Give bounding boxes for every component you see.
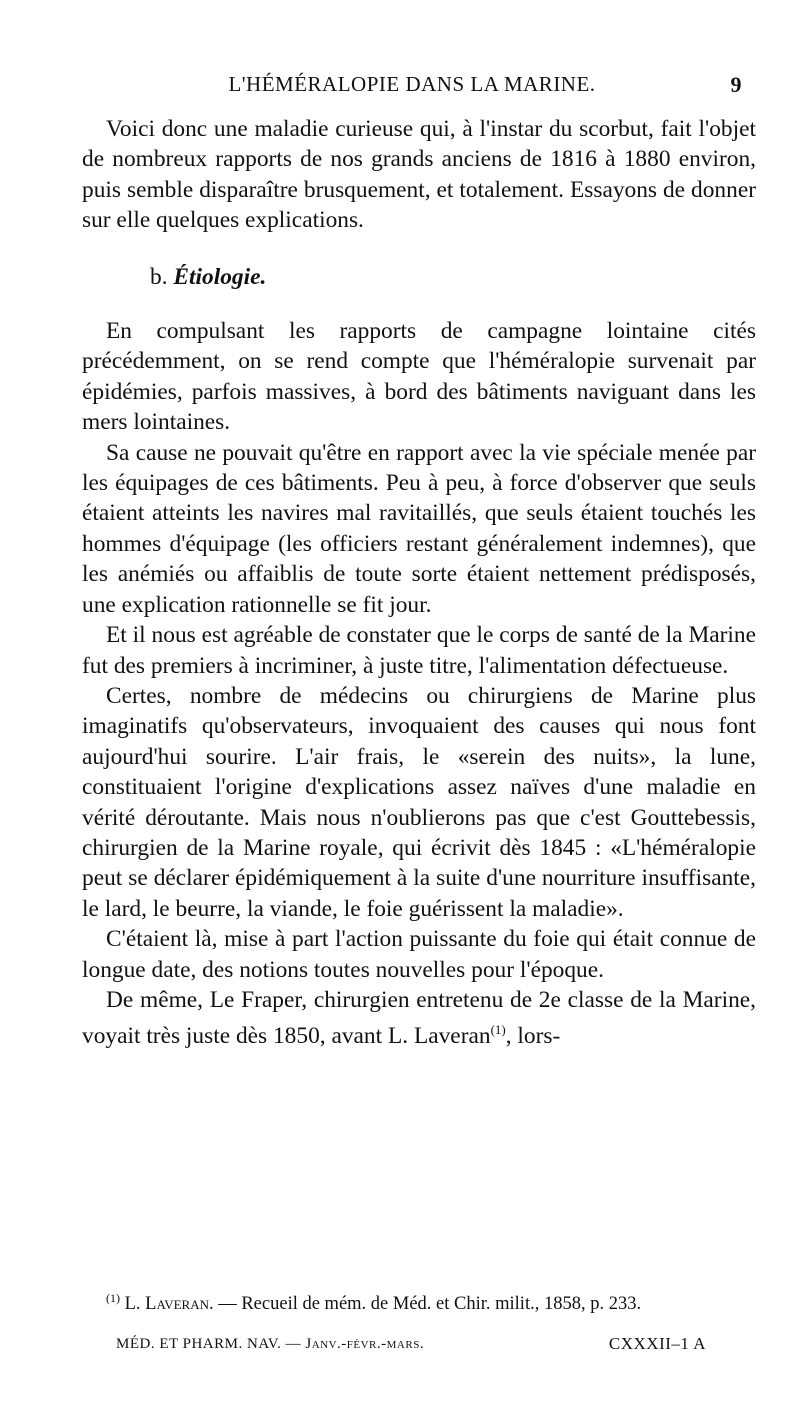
footnote-mark: (1)	[106, 1291, 120, 1305]
body-text	[82, 114, 756, 1052]
paragraph-intro: Voici donc une maladie curieuse qui, à l'instar du scorbut, fait l'objet de nombreux rapports de nos grands anciens de 1816 à 1880 environ, puis semble disparaître brusquement, et totalement. Essayons de donner sur elle quelques explications.	[82, 116, 756, 234]
footnote	[82, 1286, 756, 1316]
footnote-author: L. Laveran.	[124, 1294, 214, 1315]
page-number: 9	[730, 72, 742, 97]
section-letter: b.	[150, 263, 168, 290]
paragraph: Sa cause ne pouvait qu'être en rapport avec la vie spéciale menée par les équipages de ces bâtiments. Peu à peu, à force d'observer que seuls étaient atteints les navires mal ravitaillés, que seuls étaient touchés les hommes d'équipage (les officiers restant généralement indemnes), que les anémiés ou affaiblis de toute sorte étaient nettement prédisposés, une explication rationnelle se fit jour.	[82, 439, 756, 618]
paragraph: En compulsant les rapports de campagne lointaine cités précédemment, on se rend compte que l'héméralopie survenait par épidémies, parfois massives, à bord des bâtiments naviguant dans les mers lointaines.	[82, 318, 756, 436]
running-head	[82, 72, 742, 102]
footnote-reference: (1)	[490, 1022, 506, 1038]
paragraph: C'étaient là, mise à part l'action puissante du foie qui était connue de longue date, des notions toutes nouvelles pour l'époque.	[82, 926, 756, 983]
section-heading	[82, 262, 756, 292]
paragraph-last-tail: , lors-	[505, 1023, 561, 1050]
running-title: L'HÉMÉRALOPIE DANS LA MARINE.	[228, 72, 596, 96]
paragraph: Et il nous est agréable de constater que le corps de santé de la Marine fut des premiers à incriminer, à juste titre, l'alimentation défectueuse.	[82, 622, 756, 679]
footer-signature: CXXXII–1 A	[608, 1334, 706, 1353]
section-title: Étiologie.	[173, 263, 267, 290]
footnote-text: — Recueil de mém. de Méd. et Chir. milit., 1858, p. 233.	[218, 1294, 642, 1315]
paragraph-last-text: De même, Le Fraper, chirurgien entretenu de 2e classe de la Marine, voyait très juste dès 1850, avant L. Laveran	[82, 986, 756, 1050]
paragraph: Certes, nombre de médecins ou chirurgiens de Marine plus imaginatifs qu'observateurs, invoquaient des causes qui nous font aujourd'hui sourire. L'air frais, le «serein des nuits», la lune, constituaient l'origine d'explications assez naïves d'une maladie en vérité déroutante. Mais nous n'oublierons pas que c'est Gouttebessis, chirurgien de la Marine royale, qui écrivit dès 1845 : «L'héméralopie peut se déclarer épidémiquement à la suite d'une nourriture insuffisante, le lard, le beurre, la viande, le foie guérissent la maladie».	[82, 682, 756, 922]
footer-journal: MÉD. ET PHARM. NAV. — Janv.-févr.-mars.	[116, 1336, 425, 1352]
paragraph-last	[82, 985, 756, 1052]
